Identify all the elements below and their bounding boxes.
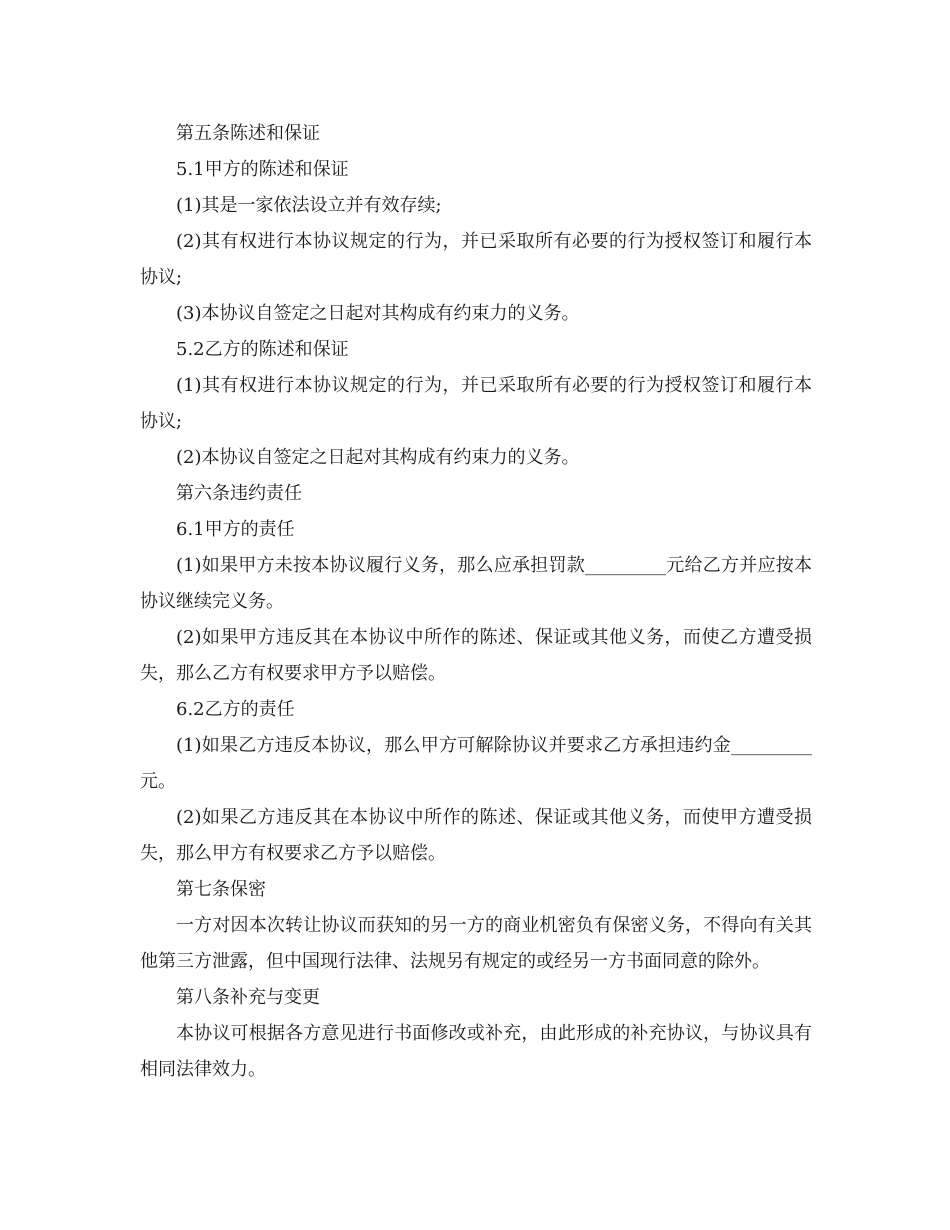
clause-5-2-heading: 5.2乙方的陈述和保证: [176, 339, 349, 360]
clause-5-2-item-2: (2)本协议自签定之日起对其构成有约束力的义务。: [176, 447, 580, 468]
clause-5-1-item-2: (2)其有权进行本协议规定的行为，并已采取所有必要的行为授权签订和履行本协议;: [140, 231, 812, 288]
clause-5-1-item-3: (3)本协议自签定之日起对其构成有约束力的义务。: [176, 303, 580, 324]
article-7-heading: 第七条保密: [176, 879, 266, 900]
clause-5-1-item-1: (1)其是一家依法设立并有效存续;: [176, 195, 442, 216]
clause-6-1-heading: 6.1甲方的责任: [176, 519, 295, 540]
article-8-heading: 第八条补充与变更: [176, 987, 320, 1008]
article-5-heading: 第五条陈述和保证: [176, 123, 320, 144]
article-7-body: 一方对因本次转让协议而获知的另一方的商业机密负有保密义务，不得向有关其他第三方泄露，但中国现行法律、法规另有规定的或经另一方书面同意的除外。: [140, 915, 812, 972]
clause-6-2-item-1: (1)如果乙方违反本协议，那么甲方可解除协议并要求乙方承担违约金_________元。: [140, 735, 812, 792]
clause-5-1-heading: 5.1甲方的陈述和保证: [176, 159, 349, 180]
document-body: [140, 116, 812, 1088]
article-8-body: 本协议可根据各方意见进行书面修改或补充，由此形成的补充协议，与协议具有相同法律效力。: [140, 1023, 812, 1080]
clause-6-1-item-1: (1)如果甲方未按本协议履行义务，那么应承担罚款_________元给乙方并应按本协议继续完义务。: [140, 555, 812, 612]
clause-6-2-heading: 6.2乙方的责任: [176, 699, 295, 720]
clause-6-1-item-2: (2)如果甲方违反其在本协议中所作的陈述、保证或其他义务，而使乙方遭受损失，那么乙方有权要求甲方予以赔偿。: [140, 627, 812, 684]
clause-6-2-item-2: (2)如果乙方违反其在本协议中所作的陈述、保证或其他义务，而使甲方遭受损失，那么甲方有权要求乙方予以赔偿。: [140, 807, 812, 864]
clause-5-2-item-1: (1)其有权进行本协议规定的行为，并已采取所有必要的行为授权签订和履行本协议;: [140, 375, 812, 432]
article-6-heading: 第六条违约责任: [176, 483, 302, 504]
